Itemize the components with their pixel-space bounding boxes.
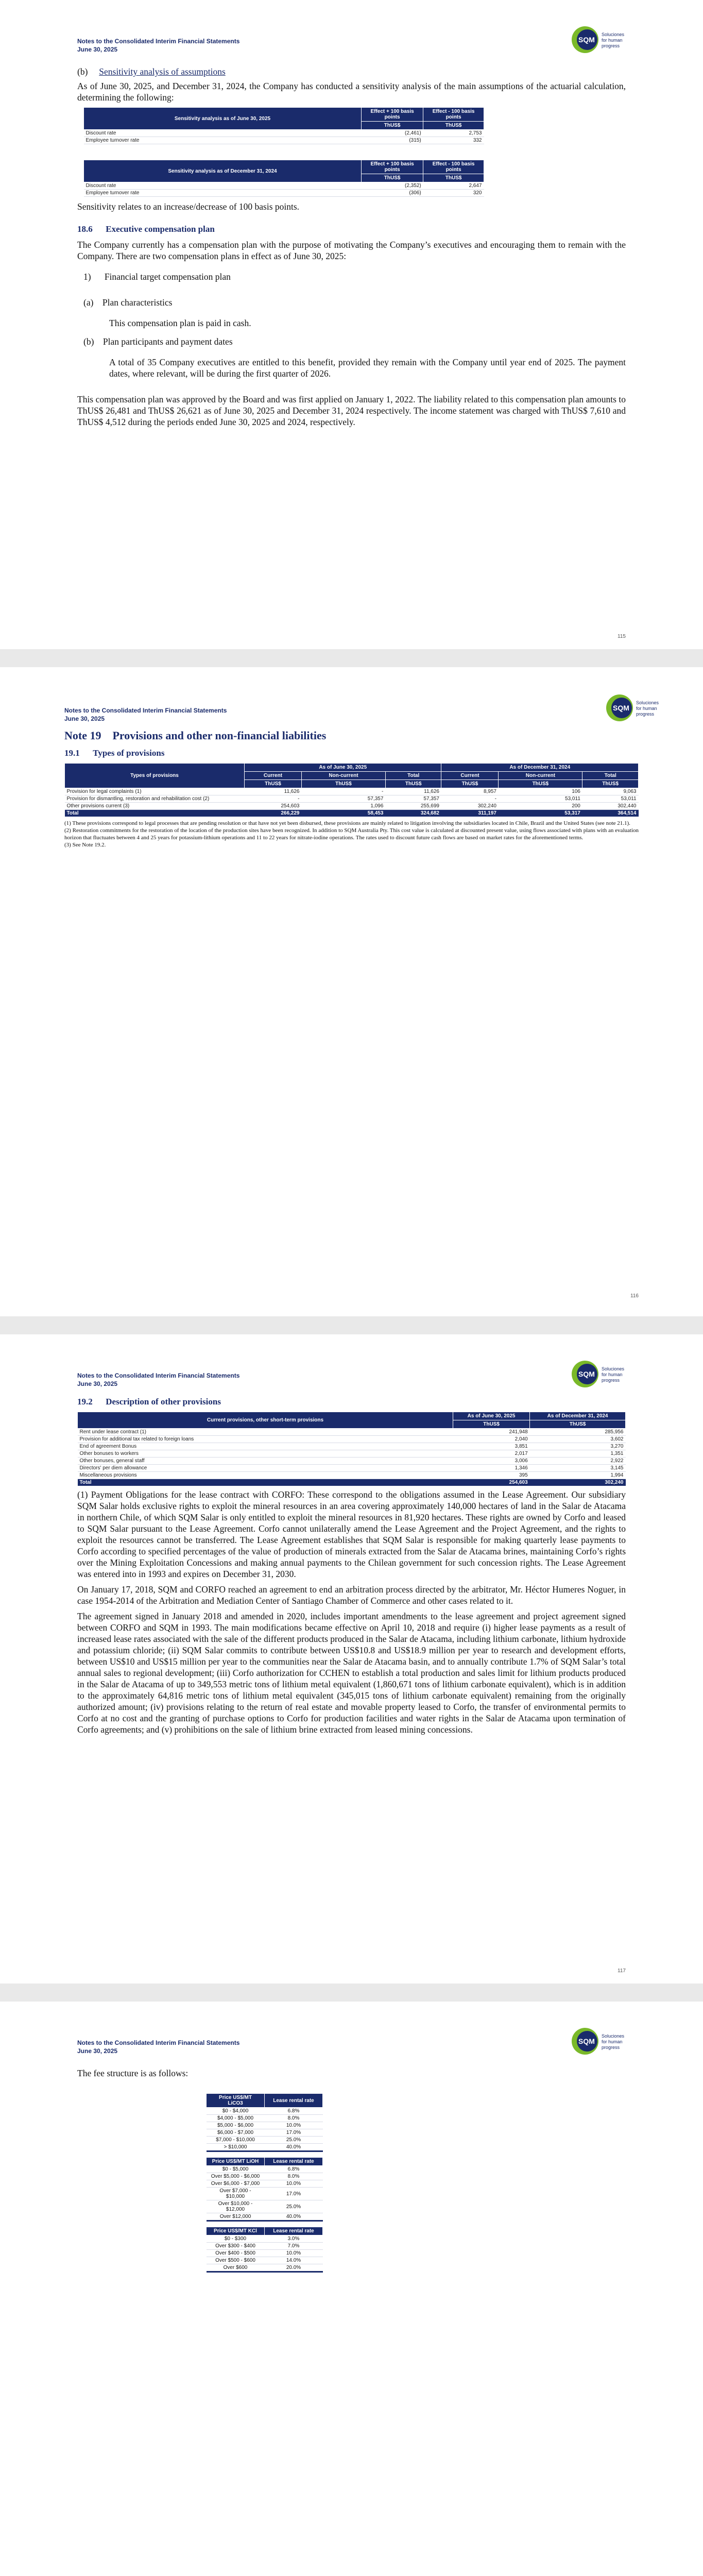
svg-text:for human: for human — [602, 2039, 623, 2044]
page-header — [64, 706, 227, 723]
table-row: Over $300 - $400 7.0% — [207, 2243, 323, 2250]
unit-header: ThUS$ — [362, 122, 423, 130]
svg-text:progress: progress — [602, 43, 620, 48]
table-row: Employee turnover rate (315) 332 — [84, 137, 484, 144]
compensation-intro: The Company currently has a compensation plan with the purpose of motivating the Company’s executives and encouraging them to remain with the Company. There are two compensation plans in effect as of June 30, 2025: — [77, 240, 626, 261]
sqm-logo — [605, 693, 682, 723]
corfo-paragraph: (1) Payment Obligations for the lease contract with CORFO: These correspond to the obligations assumed in the Lease Agreement. Our subsidiary SQM Salar holds exclusive rights to exploit the mineral resources in an area covering approximately 140,000 hectares of land in the Salar de Atacama in northern Chile, of which SQM Salar is only entitled to exploit the mineral resources in 81,920 hectares. These rights are owned by Corfo and leased to SQM Salar pursuant to the Lease Agreement. Corfo cannot unilaterally amend the Lease Agreement and the Project Agreement, and the rights to exploit the resources cannot be transferred. The Lease Agreement establishes that SQM Salar is responsible for making quarterly lease payments to Corfo according to specified percentages of the value of production of minerals extracted from the Salar de Atacama brines, maintaining Corfo’s rights over the Mining Exploitation Concessions and making annual payments to the Chilean government for such concession rights. The Lease Agreement was entered into in 1993 and expires on December 31, 2030. — [77, 1489, 626, 1579]
svg-text:Soluciones: Soluciones — [602, 1366, 625, 1371]
period-header: As of December 31, 2024 — [441, 764, 639, 772]
sqm-logo — [571, 2026, 648, 2056]
table-row: Over $6,000 - $7,000 10.0% — [207, 2180, 323, 2188]
table-row: > $10,000 40.0% — [207, 2144, 323, 2151]
sensitivity-note: Sensitivity relates to an increase/decrease of 100 basis points. — [77, 201, 300, 212]
table-total-row: Total 266,229 58,453 324,682 311,197 53,317 364,514 — [65, 810, 639, 817]
svg-text:for human: for human — [602, 38, 623, 43]
plan-subitem: (a) Plan characteristics — [83, 297, 173, 308]
plan-subitem: (b) Plan participants and payment dates — [83, 336, 233, 347]
fee-table-lioh: Price US$/MT LiOH Lease rental rate $0 - $5,000 6.8% Over $5,000 - $6,000 8.0% Over $6,000 - $7,000 10.0% Over $7,000 - $10,000 17.0% Over $10,000 - $12,000 25.0% Over $12,000 40.0% — [206, 2157, 323, 2222]
svg-text:Soluciones: Soluciones — [602, 32, 625, 37]
other-provisions-table: Current provisions, other short-term provisions As of June 30, 2025 As of December 31, 2024 ThUS$ ThUS$ Rent under lease contract (1) 241,948 285,956 Provision for additional tax related to foreign loans 2,040 3,602 End of agreement Bonus 3,851 3,270 Other bonuses to workers 2,017 1,351 Other bonuses, general staff 3,006 2,922 Directors' per diem allowance 1,346 3,145 Miscellaneous provisions 395 1,994 Total 254,603 302,240 — [77, 1412, 626, 1486]
page-number: 117 — [618, 1968, 626, 1974]
fee-table-kcl: Price US$/MT KCl Lease rental rate $0 - $300 3.0% Over $300 - $400 7.0% Over $400 - $500 10.0% Over $500 - $600 14.0% Over $600 20.0% — [206, 2227, 323, 2273]
table-row: Miscellaneous provisions 395 1,994 — [78, 1472, 626, 1479]
unit-header: ThUS$ — [362, 174, 423, 182]
fee-intro: The fee structure is as follows: — [77, 2068, 188, 2078]
col-header: Effect - 100 basis points — [423, 108, 484, 122]
section-number: 19.1 — [64, 748, 80, 758]
svg-text:SQM: SQM — [578, 36, 595, 44]
col-header: Effect - 100 basis points — [423, 160, 484, 174]
col-header: Current provisions, other short-term provisions — [78, 1412, 453, 1429]
table-row: Provision for legal complaints (1) 11,626 - 11,626 8,957 106 9,063 — [65, 788, 639, 795]
table-row: $4,000 - $5,000 8.0% — [207, 2115, 323, 2122]
table-total-row: Total 254,603 302,240 — [78, 1479, 626, 1486]
table-row: $5,000 - $6,000 10.0% — [207, 2122, 323, 2129]
table-row: Over $10,000 - $12,000 25.0% — [207, 2200, 323, 2213]
corfo-paragraph: The agreement signed in January 2018 and amended in 2020, includes important amendments to the lease agreement and project agreement signed between CORFO and SQM in 1993. The main modifications became effective on April 10, 2018 and require (i) higher lease payments as a result of increased lease rates associated with the sale of the different products produced in the Salar de Atacama, including lithium carbonate, lithium hydroxide and potassium chloride; (ii) SQM Salar commits to contribute between US$10.8 and US$18.9 million per year to research and development efforts, between US$10 and US$15 million per year to the communities near the Salar de Atacama basin, and to annually contribute 1.7% of SQM Salar’s total annual sales to regional development; (iii) Corfo authorization for CCHEN to establish a total production and sales limit for lithium products produced in the Salar de Atacama of up to 349,553 metric tons of lithium metal equivalent (1,860,671 tons of lithium carbonate equivalent), which is in addition to the approximately 64,816 metric tons of lithium metal equivalent (345,015 tons of lithium carbonate equivalent) remaining from the originally authorized amount; (iv) provisions relating to the return of real estate and movable property leased to Corfo, the transfer of environmental permits to Corfo at no cost and the granting of purchase options to Corfo for production facilities and water rights in the Salar de Atacama upon termination of Corfo agreements; and (v) prohibitions on the sale of lithium brine extracted from leased mining concessions. — [77, 1611, 626, 1735]
page-117 — [0, 1334, 703, 1984]
sensitivity-table-2025 — [83, 107, 484, 144]
sensitivity-table-2024 — [83, 160, 484, 197]
table-title: Sensitivity analysis as of June 30, 2025 — [84, 108, 362, 130]
section-title: Executive compensation plan — [106, 224, 215, 234]
unit-header: ThUS$ — [423, 174, 484, 182]
header-title: Notes to the Consolidated Interim Financial Statements — [64, 707, 227, 714]
page-number: 115 — [618, 634, 626, 639]
col-header: Effect + 100 basis points — [362, 108, 423, 122]
footnote: (3) See Note 19.2. — [64, 842, 106, 848]
plan-subitem-text: This compensation plan is paid in cash. — [109, 318, 251, 328]
page-118 — [0, 2002, 703, 2576]
provisions-table: Types of provisions As of June 30, 2025 As of December 31, 2024 Current Non-current Total Current Non-current Total ThUS$ ThUS$ ThUS$ ThUS$ ThUS$ ThUS$ Provision for legal complaints (1) 11,626 - 11,626 8,957 106 9,063 Provision for dismantling, restoration and rehabilitation cost (2) - 57,357 57,357 - 53,011 53,011 Other provisions current (3) 254,603 1,096 255,699 302,240 200 302,440 Total 266,229 58,453 324,682 311,197 53,317 364,514 — [64, 763, 639, 817]
note-title: Note 19 Provisions and other non-financial liabilities — [64, 729, 327, 742]
footnote: (2) Restoration commitments for the restoration of the location of the production sites have been recognized. In addition to SQM Australia Pty. This cost value is calculated at discounted present value, using flows associated with plans with an evaluation horizon that fluctuates between 4 and 25 years for potassium-lithium operations and 11 to 22 years for nitrate-iodine operations. The rates used to discount future cash flows are based on market rates for the aforementioned terms. — [64, 827, 639, 841]
sqm-logo — [571, 1359, 648, 1389]
col-header: Effect + 100 basis points — [362, 160, 423, 174]
table-row: Discount rate (2,461) 2,753 — [84, 130, 484, 137]
section-number: 18.6 — [77, 224, 93, 234]
header-date: June 30, 2025 — [77, 46, 118, 53]
svg-text:progress: progress — [602, 1378, 620, 1383]
fee-table-lico3: Price US$/MT LiCO3 Lease rental rate $0 - $4,000 6.8% $4,000 - $5,000 8.0% $5,000 - $6,000 10.0% $6,000 - $7,000 17.0% $7,000 - $10,000 25.0% > $10,000 40.0% — [206, 2093, 323, 2152]
table-row: Provision for dismantling, restoration and rehabilitation cost (2) - 57,357 57,357 - 53,011 53,011 — [65, 795, 639, 803]
table-row: Discount rate (2,352) 2,647 — [84, 182, 484, 190]
subsection-title: Sensitivity analysis of assumptions — [99, 66, 226, 77]
page-header — [77, 1371, 239, 1388]
page-115 — [0, 0, 703, 649]
table-row: Over $400 - $500 10.0% — [207, 2250, 323, 2257]
subsection-label: (b) — [77, 66, 88, 77]
table-row: Other bonuses to workers 2,017 1,351 — [78, 1450, 626, 1458]
table-row: Over $5,000 - $6,000 8.0% — [207, 2173, 323, 2180]
table-row: Other provisions current (3) 254,603 1,096 255,699 302,240 200 302,440 — [65, 803, 639, 810]
table-row: $0 - $5,000 6.8% — [207, 2166, 323, 2173]
sqm-logo — [571, 25, 648, 55]
svg-text:SQM: SQM — [613, 704, 629, 712]
header-title: Notes to the Consolidated Interim Financial Statements — [77, 2039, 240, 2046]
header-title: Notes to the Consolidated Interim Financial Statements — [77, 38, 240, 45]
table-row: $0 - $300 3.0% — [207, 2235, 323, 2243]
table-title: Sensitivity analysis as of December 31, 2024 — [84, 160, 362, 182]
section-number: 19.2 — [77, 1397, 93, 1406]
section-title: Types of provisions — [93, 748, 165, 758]
svg-text:progress: progress — [602, 2045, 620, 2050]
header-title: Notes to the Consolidated Interim Financial Statements — [77, 1372, 240, 1379]
table-row: Employee turnover rate (306) 320 — [84, 190, 484, 197]
sensitivity-intro: As of June 30, 2025, and December 31, 2024, the Company has conducted a sensitivity analysis of the main assumptions of the actuarial calculation, determining the following: — [77, 81, 626, 103]
svg-text:for human: for human — [602, 1372, 623, 1377]
unit-header: ThUS$ — [423, 122, 484, 130]
col-header: Types of provisions — [65, 764, 245, 788]
svg-text:Soluciones: Soluciones — [636, 700, 659, 705]
table-row: Over $12,000 40.0% — [207, 2213, 323, 2221]
table-row: End of agreement Bonus 3,851 3,270 — [78, 1443, 626, 1450]
period-header: As of June 30, 2025 — [245, 764, 441, 772]
svg-text:progress: progress — [636, 711, 655, 717]
col-header: As of December 31, 2024 — [530, 1412, 626, 1420]
corfo-paragraph: On January 17, 2018, SQM and CORFO reached an agreement to end an arbitration process directed by the arbitrator, Mr. Héctor Humeres Noguer, in case 1954-2014 of the Arbitration and Mediation Center of Santiago Chamber of Commerce and other cases related to it. — [77, 1584, 626, 1606]
table-row: Over $600 20.0% — [207, 2264, 323, 2272]
table-row: Over $7,000 - $10,000 17.0% — [207, 2188, 323, 2200]
page-116 — [0, 667, 703, 1316]
table-row: Rent under lease contract (1) 241,948 285,956 — [78, 1429, 626, 1436]
compensation-closing: This compensation plan was approved by the Board and was first applied on January 1, 2022. The liability related to this compensation plan amounts to ThUS$ 26,481 and ThUS$ 26,621 as of June 30, 2025 and December 31, 2024 respectively. The income statement was charged with ThUS$ 7,610 and ThUS$ 4,512 during the periods ended June 30, 2025 and 2024, respectively. — [77, 394, 626, 427]
header-date: June 30, 2025 — [64, 715, 105, 722]
page-header — [77, 37, 239, 54]
header-date: June 30, 2025 — [77, 1380, 118, 1387]
plan-subitem-text: A total of 35 Company executives are entitled to this benefit, provided they remain with the Company until year end of 2025. The payment dates, where relevant, will be during the first quarter of 2026. — [109, 357, 626, 379]
table-row: $6,000 - $7,000 17.0% — [207, 2129, 323, 2137]
svg-text:for human: for human — [636, 706, 657, 711]
svg-text:Soluciones: Soluciones — [602, 2033, 625, 2039]
table-row: Directors' per diem allowance 1,346 3,145 — [78, 1465, 626, 1472]
page-header — [77, 2039, 239, 2055]
header-date: June 30, 2025 — [77, 2047, 118, 2055]
table-row: Provision for additional tax related to foreign loans 2,040 3,602 — [78, 1436, 626, 1443]
table-row: $0 - $4,000 6.8% — [207, 2108, 323, 2115]
table-row: Other bonuses, general staff 3,006 2,922 — [78, 1458, 626, 1465]
plan-item: 1) Financial target compensation plan — [83, 272, 231, 282]
page-number: 116 — [630, 1293, 639, 1299]
section-title: Description of other provisions — [106, 1397, 221, 1406]
svg-text:SQM: SQM — [578, 1370, 595, 1378]
svg-text:SQM: SQM — [578, 2037, 595, 2045]
table-row: $7,000 - $10,000 25.0% — [207, 2137, 323, 2144]
table-row: Over $500 - $600 14.0% — [207, 2257, 323, 2264]
footnote: (1) These provisions correspond to legal processes that are pending resolution or that have not yet been disbursed, these provisions are mainly related to litigation involving the subsidiaries located in Chile, Brazil and the United States (see note 21.1). — [64, 820, 630, 826]
col-header: As of June 30, 2025 — [453, 1412, 530, 1420]
